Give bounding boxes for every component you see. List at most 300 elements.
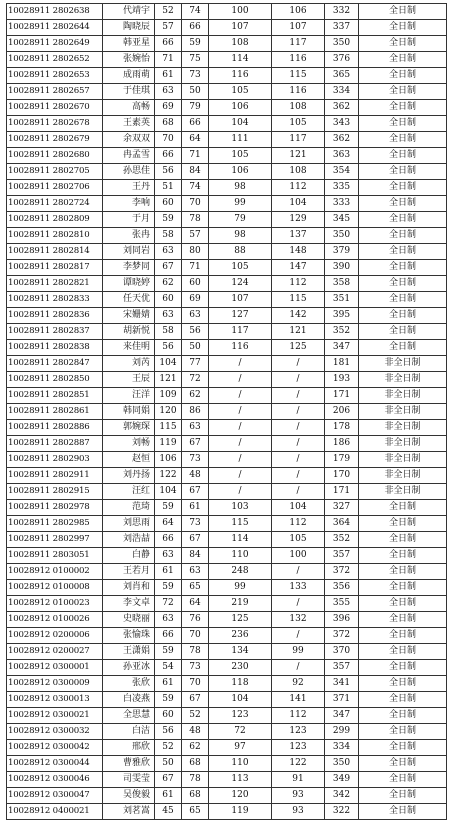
- politics-score-cell: 63: [155, 612, 182, 628]
- subject2-score-cell: /: [272, 452, 325, 468]
- table-row: [7, 404, 447, 420]
- student-name-cell: 王若月: [103, 564, 155, 580]
- subject2-score-cell: 123: [272, 724, 325, 740]
- table-row: [7, 628, 447, 644]
- student-name-cell: 刘芮: [103, 356, 155, 372]
- study-mode-cell: 非全日制: [359, 452, 447, 468]
- politics-score-cell: 119: [155, 436, 182, 452]
- subject1-score-cell: 104: [209, 116, 272, 132]
- subject2-score-cell: 137: [272, 228, 325, 244]
- subject1-score-cell: 105: [209, 84, 272, 100]
- candidate-id-cell: 10028911 2802653: [7, 68, 103, 84]
- study-mode-cell: 全日制: [359, 212, 447, 228]
- politics-score-cell: 64: [155, 516, 182, 532]
- study-mode-cell: 全日制: [359, 708, 447, 724]
- politics-score-cell: 66: [155, 628, 182, 644]
- candidate-id-cell: 10028912 0300047: [7, 788, 103, 804]
- language-score-cell: 63: [182, 420, 209, 436]
- total-score-cell: 376: [325, 52, 359, 68]
- total-score-cell: 347: [325, 708, 359, 724]
- subject2-score-cell: 133: [272, 580, 325, 596]
- subject2-score-cell: 99: [272, 644, 325, 660]
- language-score-cell: 57: [182, 228, 209, 244]
- subject2-score-cell: /: [272, 436, 325, 452]
- politics-score-cell: 69: [155, 100, 182, 116]
- language-score-cell: 73: [182, 68, 209, 84]
- politics-score-cell: 61: [155, 676, 182, 692]
- subject1-score-cell: /: [209, 388, 272, 404]
- total-score-cell: 363: [325, 148, 359, 164]
- study-mode-cell: 非全日制: [359, 436, 447, 452]
- politics-score-cell: 45: [155, 804, 182, 820]
- politics-score-cell: 58: [155, 324, 182, 340]
- total-score-cell: 395: [325, 308, 359, 324]
- total-score-cell: 396: [325, 612, 359, 628]
- subject2-score-cell: 93: [272, 788, 325, 804]
- subject2-score-cell: 141: [272, 692, 325, 708]
- subject1-score-cell: 236: [209, 628, 272, 644]
- student-name-cell: 韩同娟: [103, 404, 155, 420]
- candidate-id-cell: 10028911 2802706: [7, 180, 103, 196]
- language-score-cell: 73: [182, 452, 209, 468]
- study-mode-cell: 全日制: [359, 132, 447, 148]
- politics-score-cell: 72: [155, 596, 182, 612]
- politics-score-cell: 57: [155, 20, 182, 36]
- study-mode-cell: 全日制: [359, 580, 447, 596]
- study-mode-cell: 全日制: [359, 548, 447, 564]
- study-mode-cell: 全日制: [359, 772, 447, 788]
- subject1-score-cell: 115: [209, 516, 272, 532]
- student-name-cell: 张愉珠: [103, 628, 155, 644]
- table-row: [7, 356, 447, 372]
- language-score-cell: 64: [182, 132, 209, 148]
- politics-score-cell: 106: [155, 452, 182, 468]
- language-score-cell: 67: [182, 484, 209, 500]
- study-mode-cell: 全日制: [359, 500, 447, 516]
- subject1-score-cell: /: [209, 420, 272, 436]
- score-table: [6, 3, 447, 820]
- study-mode-cell: 全日制: [359, 228, 447, 244]
- language-score-cell: 65: [182, 804, 209, 820]
- language-score-cell: 60: [182, 276, 209, 292]
- student-name-cell: 宋姗婧: [103, 308, 155, 324]
- student-name-cell: 王潇娟: [103, 644, 155, 660]
- table-row: [7, 196, 447, 212]
- subject2-score-cell: 112: [272, 708, 325, 724]
- candidate-id-cell: 10028912 0300044: [7, 756, 103, 772]
- candidate-id-cell: 10028911 2802679: [7, 132, 103, 148]
- subject1-score-cell: /: [209, 436, 272, 452]
- student-name-cell: 李响: [103, 196, 155, 212]
- candidate-id-cell: 10028912 0400021: [7, 804, 103, 820]
- subject2-score-cell: /: [272, 356, 325, 372]
- student-name-cell: 李文卓: [103, 596, 155, 612]
- subject1-score-cell: 230: [209, 660, 272, 676]
- student-name-cell: 韩亚星: [103, 36, 155, 52]
- politics-score-cell: 59: [155, 500, 182, 516]
- total-score-cell: 347: [325, 340, 359, 356]
- student-name-cell: 陶晓辰: [103, 20, 155, 36]
- candidate-id-cell: 10028911 2802903: [7, 452, 103, 468]
- student-name-cell: 刘同岩: [103, 244, 155, 260]
- subject1-score-cell: 107: [209, 292, 272, 308]
- table-row: [7, 548, 447, 564]
- table-row: [7, 292, 447, 308]
- total-score-cell: 343: [325, 116, 359, 132]
- subject2-score-cell: 147: [272, 260, 325, 276]
- subject2-score-cell: 122: [272, 756, 325, 772]
- subject1-score-cell: 127: [209, 308, 272, 324]
- subject1-score-cell: /: [209, 452, 272, 468]
- subject1-score-cell: 99: [209, 580, 272, 596]
- total-score-cell: 345: [325, 212, 359, 228]
- candidate-id-cell: 10028911 2803051: [7, 548, 103, 564]
- student-name-cell: 孙亚冰: [103, 660, 155, 676]
- study-mode-cell: 全日制: [359, 292, 447, 308]
- total-score-cell: 356: [325, 580, 359, 596]
- subject2-score-cell: 123: [272, 740, 325, 756]
- subject1-score-cell: 116: [209, 68, 272, 84]
- table-row: [7, 580, 447, 596]
- student-name-cell: 张欣: [103, 676, 155, 692]
- student-name-cell: 郭婉琛: [103, 420, 155, 436]
- subject2-score-cell: 116: [272, 52, 325, 68]
- table-row: [7, 420, 447, 436]
- study-mode-cell: 全日制: [359, 244, 447, 260]
- language-score-cell: 78: [182, 644, 209, 660]
- table-row: [7, 212, 447, 228]
- candidate-id-cell: 10028912 0100008: [7, 580, 103, 596]
- table-row: [7, 52, 447, 68]
- politics-score-cell: 59: [155, 692, 182, 708]
- total-score-cell: 352: [325, 532, 359, 548]
- candidate-id-cell: 10028911 2802838: [7, 340, 103, 356]
- student-name-cell: 张婉怡: [103, 52, 155, 68]
- total-score-cell: 171: [325, 484, 359, 500]
- table-row: [7, 244, 447, 260]
- subject2-score-cell: /: [272, 628, 325, 644]
- subject1-score-cell: 248: [209, 564, 272, 580]
- subject1-score-cell: 72: [209, 724, 272, 740]
- politics-score-cell: 70: [155, 132, 182, 148]
- table-row: [7, 308, 447, 324]
- subject1-score-cell: /: [209, 404, 272, 420]
- politics-score-cell: 61: [155, 564, 182, 580]
- table-row: [7, 756, 447, 772]
- subject2-score-cell: 117: [272, 132, 325, 148]
- politics-score-cell: 71: [155, 52, 182, 68]
- table-row: [7, 596, 447, 612]
- study-mode-cell: 全日制: [359, 756, 447, 772]
- table-row: [7, 516, 447, 532]
- subject1-score-cell: 99: [209, 196, 272, 212]
- language-score-cell: 68: [182, 788, 209, 804]
- total-score-cell: 354: [325, 164, 359, 180]
- language-score-cell: 72: [182, 372, 209, 388]
- total-score-cell: 193: [325, 372, 359, 388]
- student-name-cell: 赵恒: [103, 452, 155, 468]
- student-name-cell: 冉孟雪: [103, 148, 155, 164]
- study-mode-cell: 全日制: [359, 596, 447, 612]
- language-score-cell: 50: [182, 340, 209, 356]
- table-row: [7, 452, 447, 468]
- candidate-id-cell: 10028911 2802649: [7, 36, 103, 52]
- study-mode-cell: 全日制: [359, 148, 447, 164]
- student-name-cell: 刘畅: [103, 436, 155, 452]
- candidate-id-cell: 10028911 2802644: [7, 20, 103, 36]
- politics-score-cell: 60: [155, 292, 182, 308]
- subject2-score-cell: 148: [272, 244, 325, 260]
- subject1-score-cell: 88: [209, 244, 272, 260]
- study-mode-cell: 全日制: [359, 692, 447, 708]
- total-score-cell: 299: [325, 724, 359, 740]
- study-mode-cell: 全日制: [359, 20, 447, 36]
- subject2-score-cell: 125: [272, 340, 325, 356]
- language-score-cell: 61: [182, 500, 209, 516]
- student-name-cell: 刘浩喆: [103, 532, 155, 548]
- subject1-score-cell: 106: [209, 164, 272, 180]
- candidate-id-cell: 10028911 2802680: [7, 148, 103, 164]
- student-name-cell: 刘丹扬: [103, 468, 155, 484]
- language-score-cell: 67: [182, 532, 209, 548]
- subject2-score-cell: /: [272, 372, 325, 388]
- student-name-cell: 刘茗嵩: [103, 804, 155, 820]
- table-row: [7, 532, 447, 548]
- candidate-id-cell: 10028911 2802814: [7, 244, 103, 260]
- student-name-cell: 汪红: [103, 484, 155, 500]
- politics-score-cell: 56: [155, 340, 182, 356]
- language-score-cell: 80: [182, 244, 209, 260]
- subject2-score-cell: 117: [272, 36, 325, 52]
- politics-score-cell: 62: [155, 276, 182, 292]
- subject1-score-cell: 79: [209, 212, 272, 228]
- total-score-cell: 178: [325, 420, 359, 436]
- language-score-cell: 79: [182, 100, 209, 116]
- study-mode-cell: 全日制: [359, 196, 447, 212]
- student-name-cell: 王丹: [103, 180, 155, 196]
- politics-score-cell: 59: [155, 212, 182, 228]
- total-score-cell: 351: [325, 292, 359, 308]
- table-row: [7, 276, 447, 292]
- subject1-score-cell: /: [209, 484, 272, 500]
- study-mode-cell: 全日制: [359, 740, 447, 756]
- student-name-cell: 余双双: [103, 132, 155, 148]
- total-score-cell: 379: [325, 244, 359, 260]
- subject2-score-cell: /: [272, 660, 325, 676]
- table-row: [7, 180, 447, 196]
- total-score-cell: 349: [325, 772, 359, 788]
- subject2-score-cell: 105: [272, 532, 325, 548]
- candidate-id-cell: 10028911 2802911: [7, 468, 103, 484]
- subject2-score-cell: 112: [272, 516, 325, 532]
- total-score-cell: 357: [325, 660, 359, 676]
- candidate-id-cell: 10028912 0100002: [7, 564, 103, 580]
- study-mode-cell: 全日制: [359, 612, 447, 628]
- study-mode-cell: 全日制: [359, 180, 447, 196]
- politics-score-cell: 54: [155, 660, 182, 676]
- subject1-score-cell: /: [209, 356, 272, 372]
- subject2-score-cell: /: [272, 388, 325, 404]
- candidate-id-cell: 10028911 2802836: [7, 308, 103, 324]
- subject1-score-cell: 123: [209, 708, 272, 724]
- study-mode-cell: 非全日制: [359, 420, 447, 436]
- subject2-score-cell: 105: [272, 116, 325, 132]
- politics-score-cell: 68: [155, 116, 182, 132]
- table-row: [7, 724, 447, 740]
- student-name-cell: 范琦: [103, 500, 155, 516]
- subject2-score-cell: /: [272, 596, 325, 612]
- politics-score-cell: 59: [155, 644, 182, 660]
- study-mode-cell: 全日制: [359, 724, 447, 740]
- subject1-score-cell: 97: [209, 740, 272, 756]
- total-score-cell: 372: [325, 628, 359, 644]
- total-score-cell: 365: [325, 68, 359, 84]
- language-score-cell: 71: [182, 148, 209, 164]
- politics-score-cell: 122: [155, 468, 182, 484]
- subject2-score-cell: 106: [272, 4, 325, 20]
- total-score-cell: 362: [325, 100, 359, 116]
- total-score-cell: 334: [325, 84, 359, 100]
- language-score-cell: 50: [182, 84, 209, 100]
- subject1-score-cell: 117: [209, 324, 272, 340]
- total-score-cell: 170: [325, 468, 359, 484]
- study-mode-cell: 全日制: [359, 68, 447, 84]
- subject2-score-cell: 115: [272, 292, 325, 308]
- politics-score-cell: 121: [155, 372, 182, 388]
- study-mode-cell: 全日制: [359, 4, 447, 20]
- table-body: [7, 4, 447, 820]
- candidate-id-cell: 10028912 0100023: [7, 596, 103, 612]
- table-row: [7, 100, 447, 116]
- language-score-cell: 63: [182, 564, 209, 580]
- subject1-score-cell: 125: [209, 612, 272, 628]
- politics-score-cell: 63: [155, 244, 182, 260]
- language-score-cell: 84: [182, 548, 209, 564]
- student-name-cell: 白洁: [103, 724, 155, 740]
- student-name-cell: 孙思佳: [103, 164, 155, 180]
- subject1-score-cell: 134: [209, 644, 272, 660]
- candidate-id-cell: 10028911 2802850: [7, 372, 103, 388]
- subject2-score-cell: 92: [272, 676, 325, 692]
- subject1-score-cell: 113: [209, 772, 272, 788]
- subject2-score-cell: 132: [272, 612, 325, 628]
- total-score-cell: 364: [325, 516, 359, 532]
- politics-score-cell: 60: [155, 196, 182, 212]
- subject2-score-cell: /: [272, 468, 325, 484]
- politics-score-cell: 61: [155, 68, 182, 84]
- subject1-score-cell: 98: [209, 180, 272, 196]
- total-score-cell: 355: [325, 596, 359, 612]
- study-mode-cell: 全日制: [359, 516, 447, 532]
- total-score-cell: 371: [325, 692, 359, 708]
- subject2-score-cell: /: [272, 404, 325, 420]
- table-row: [7, 372, 447, 388]
- politics-score-cell: 67: [155, 772, 182, 788]
- table-row: [7, 484, 447, 500]
- total-score-cell: 206: [325, 404, 359, 420]
- study-mode-cell: 全日制: [359, 52, 447, 68]
- language-score-cell: 64: [182, 596, 209, 612]
- language-score-cell: 78: [182, 212, 209, 228]
- study-mode-cell: 全日制: [359, 116, 447, 132]
- language-score-cell: 56: [182, 324, 209, 340]
- language-score-cell: 71: [182, 260, 209, 276]
- total-score-cell: 362: [325, 132, 359, 148]
- language-score-cell: 75: [182, 52, 209, 68]
- subject1-score-cell: 119: [209, 804, 272, 820]
- subject2-score-cell: 112: [272, 180, 325, 196]
- politics-score-cell: 63: [155, 548, 182, 564]
- table-row: [7, 788, 447, 804]
- table-row: [7, 388, 447, 404]
- student-name-cell: 司雯莹: [103, 772, 155, 788]
- total-score-cell: 327: [325, 500, 359, 516]
- candidate-id-cell: 10028911 2802657: [7, 84, 103, 100]
- politics-score-cell: 50: [155, 756, 182, 772]
- subject2-score-cell: 121: [272, 324, 325, 340]
- language-score-cell: 74: [182, 180, 209, 196]
- student-name-cell: 李梦同: [103, 260, 155, 276]
- subject1-score-cell: 118: [209, 676, 272, 692]
- student-name-cell: 王辰: [103, 372, 155, 388]
- student-name-cell: 于月: [103, 212, 155, 228]
- candidate-id-cell: 10028912 0100026: [7, 612, 103, 628]
- language-score-cell: 77: [182, 356, 209, 372]
- language-score-cell: 73: [182, 660, 209, 676]
- candidate-id-cell: 10028911 2802915: [7, 484, 103, 500]
- candidate-id-cell: 10028912 0200006: [7, 628, 103, 644]
- subject1-score-cell: 105: [209, 148, 272, 164]
- subject2-score-cell: /: [272, 484, 325, 500]
- subject2-score-cell: 104: [272, 500, 325, 516]
- subject1-score-cell: 219: [209, 596, 272, 612]
- politics-score-cell: 51: [155, 180, 182, 196]
- study-mode-cell: 全日制: [359, 532, 447, 548]
- politics-score-cell: 66: [155, 532, 182, 548]
- politics-score-cell: 67: [155, 260, 182, 276]
- study-mode-cell: 全日制: [359, 788, 447, 804]
- subject1-score-cell: 110: [209, 548, 272, 564]
- candidate-id-cell: 10028912 0300042: [7, 740, 103, 756]
- subject2-score-cell: 93: [272, 804, 325, 820]
- politics-score-cell: 60: [155, 708, 182, 724]
- subject2-score-cell: 112: [272, 276, 325, 292]
- total-score-cell: 186: [325, 436, 359, 452]
- candidate-id-cell: 10028911 2802978: [7, 500, 103, 516]
- candidate-id-cell: 10028912 0300013: [7, 692, 103, 708]
- language-score-cell: 59: [182, 36, 209, 52]
- subject1-score-cell: 100: [209, 4, 272, 20]
- table-row: [7, 468, 447, 484]
- language-score-cell: 48: [182, 724, 209, 740]
- language-score-cell: 70: [182, 628, 209, 644]
- subject2-score-cell: /: [272, 564, 325, 580]
- table-row: [7, 148, 447, 164]
- table-row: [7, 20, 447, 36]
- total-score-cell: 350: [325, 36, 359, 52]
- student-name-cell: 任天优: [103, 292, 155, 308]
- total-score-cell: 342: [325, 788, 359, 804]
- table-row: [7, 644, 447, 660]
- candidate-id-cell: 10028912 0300001: [7, 660, 103, 676]
- total-score-cell: 357: [325, 548, 359, 564]
- subject1-score-cell: 98: [209, 228, 272, 244]
- politics-score-cell: 109: [155, 388, 182, 404]
- study-mode-cell: 全日制: [359, 260, 447, 276]
- student-name-cell: 于佳琪: [103, 84, 155, 100]
- table-row: [7, 612, 447, 628]
- politics-score-cell: 104: [155, 484, 182, 500]
